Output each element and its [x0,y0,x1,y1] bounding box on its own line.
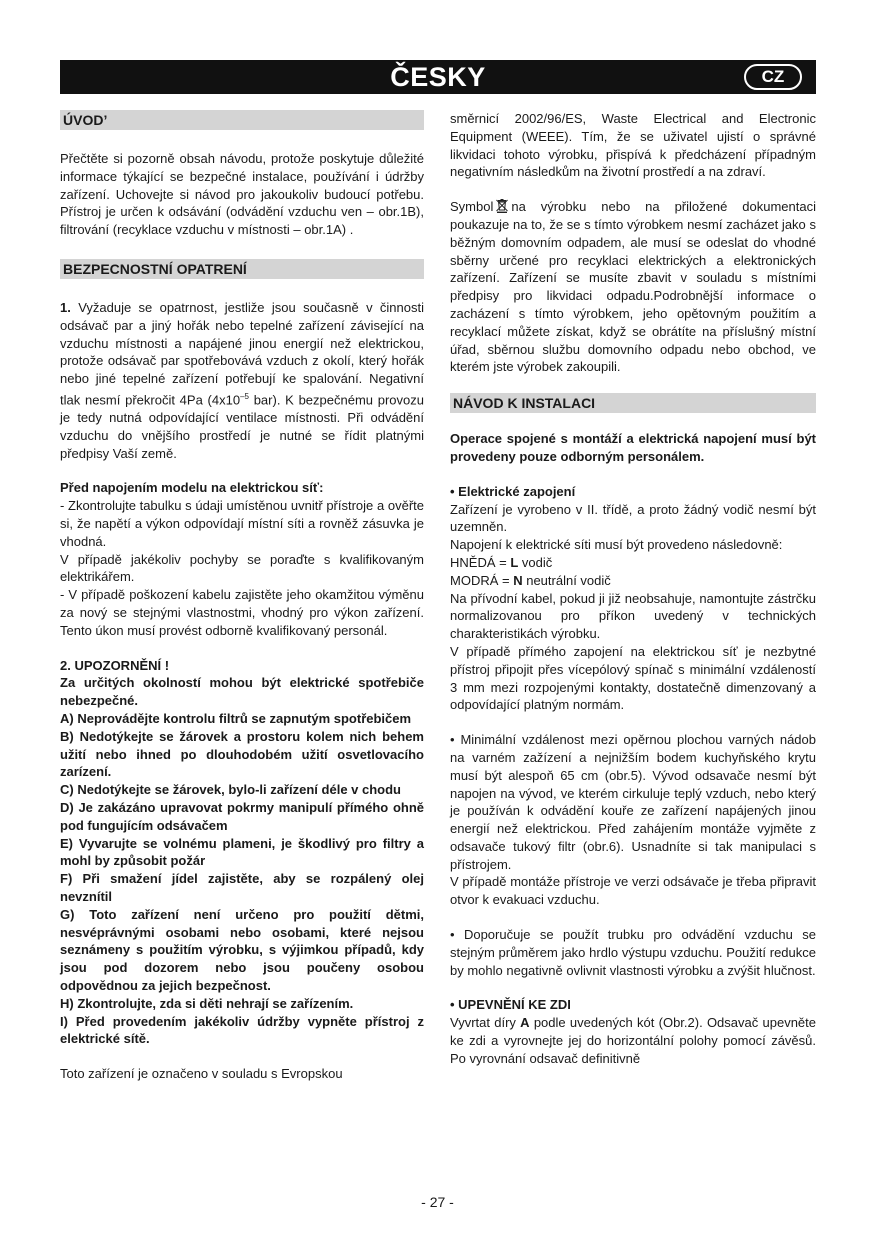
uvod-paragraph: Přečtěte si pozorně obsah návodu, protože poskytuje důležité informace týkající se bezpečné instalace, používání i údržby zařízení. Uchovejte si návod pro jakoukoliv budoucí potřebu. Přístroj je určen k odsávání (odvádění vzduchu ven – obr.1B), filtrování (recyklace vzduchu v místnosti – obr.1A) . [60,151,424,238]
connect-line: - Zkontrolujte tabulku s údaji umístěnou uvnitř přístroje a ověřte si, že napětí a výkon odpovídají místní síti a rovněž zásuvka je vhodná. [60,498,424,549]
wall-letter: A [520,1015,530,1031]
brown-text: vodič [518,554,553,570]
crossed-bin-icon [496,199,508,213]
warning-item: B) Nedotýkejte se žárovek a prostoru kolem nich behem užití nebo ihned po dlouhodobém užití osvetlovacího zarízení. [60,728,424,780]
symbol-text: na výrobku nebo na přiložené dokumentaci poukazuje na to, že se s tímto výrobkem nesmí zacházet jako s běžným domovním odpadem, ale musí se odeslat do vhodné sběrny určené pro recyklaci elektrických a elektronických zařízení. Zařízení se musíte zbavit v souladu s místními předpisy pro likvidaci odpadu.Podrobnější informace o zacházení s tímto výrobkem, jeho opětovným použitím a recyklací můžete získat, když se obrátíte na příslušný místní úřad, sběrnou službu domovního odpadu nebo obchod, ve kterém jste výrobek zakoupili. [450,199,816,375]
connect-line: - V případě poškození kabelu zajistěte jeho okamžitou výměnu za nový se stejnými vlastnostmi, vhodný pro výkon zařízení. Tento úkon musí provést odborně kvalifikovaný personál. [60,587,424,638]
warning-item: C) Nedotýkejte se žárovek, bylo-li zařízení déle v chodu [60,782,401,798]
electrical-line: Napojení k elektrické síti musí být provedeno následovně: [450,537,783,553]
wall-pre: Vyvrtat díry [450,1015,521,1031]
symbol-word: Symbol [450,199,494,215]
safety-text-b: bar). K bezpečnému provozu je tedy nutná odpovídající ventilace místnosti. Při odvádění vzduchu do vnějšího prostředí je nutné se řídit platnými předpisy Vaší země. [60,392,424,461]
electrical-line: Zařízení je vyrobeno v II. třídě, a proto žádný vodič nesmí být uzemněn. [450,501,816,535]
section-heading-uvod: ÚVOD’ [60,110,424,130]
safety-text-a: Vyžaduje se opatrnost, jestliže jsou současně v činnosti odsávač par a jiný hořák nebo tepelné zařízení závisející na vzduchu místnosti a napájené jinou energií než elektrickou, protože odsávač par spotřebovává vzduch z okolí, který hořák nebo jiné tepelné zařízení potřebují ke spalování. Negativní tlak nesmí překročit 4Pa (4x10 [60,299,424,408]
blue-wire-line [450,572,816,590]
weee-paragraph-cont: směrnicí 2002/96/ES, Waste Electrical and Electronic Equipment (WEEE). Tím, že se uživatel ujistí o správné likvidaci tohoto výrobku, přispívá k předcházení případným negativním následkům na životní prostředí a na zdraví. [450,111,816,180]
warning-item: H) Zkontrolujte, zda si děti nehrají se zařízením. [60,995,354,1011]
electrical-line: V případě přímého zapojení na elektrickou síť je nezbytné přístroj připojit přes vícepólový spínač s minimální vzdáleností 3 mm mezi rozpojenými kontakty, dostatečně dimenzovaný a odpovídající platným normám. [450,643,816,713]
safety-exponent: –5 [240,391,249,401]
blue-letter: N [513,572,523,588]
weee-paragraph-start: Toto zařízení je označeno v souladu s Evropskou [60,1066,343,1082]
brown-wire-line [450,554,816,572]
language-banner [60,60,816,94]
warning-item: F) Při smažení jídel zajistěte, aby se rozpálený olej nevznítil [60,871,424,905]
warning-item: E) Vyvarujte se volnému plameni, je škodlivý pro filtry a mohl by způsobit požár [60,835,424,869]
warning-item: Za určitých okolností mohou být elektrické spotřebiče nebezpečné. [60,675,424,709]
warning-item: I) Před provedením jakékoliv údržby vypněte přístroj z elektrické sítě. [60,1013,424,1047]
pipe-paragraph: • Doporučuje se použít trubku pro odvádění vzduchu se stejným průměrem jako hrdlo výstupu vzduchu. Použití redukce by mohlo negativně ovlivnit vlastnosti výrobku a zvýšit hlučnost. [450,927,816,978]
connect-line: V případě jakékoliv pochyby se poraďte s kvalifikovaným elektrikářem. [60,551,424,585]
blue-text: neutrální vodič [522,572,611,588]
section-heading-install: NÁVOD K INSTALACI [450,393,816,413]
install-warning: Operace spojené s montáží a elektrická napojení musí být provedeny pouze odborným personálem. [450,431,816,464]
wall-heading: • UPEVNĚNÍ KE ZDI [450,997,571,1013]
electrical-heading: • Elektrické zapojení [450,483,576,499]
left-column [60,110,424,1083]
country-badge: CZ [744,64,802,90]
connect-heading: Před napojením modelu na elektrickou síť: [60,480,324,496]
blue-label: MODRÁ = [450,572,514,588]
brown-letter: L [510,554,519,570]
banner-title: ČESKY [390,62,486,92]
brown-label: HNĚDÁ = [450,554,511,570]
warning-heading: 2. UPOZORNĚNÍ ! [60,657,170,673]
distance-paragraph: • Minimální vzdálenost mezi opěrnou plochou varných nádob na varném zažízení a nejnižším bodem kuchyňského krytu musí být alespoň 65 cm (obr.5). Vývod odsavače nesmí být napojen na vývod, ve kterém cirkuluje teplý vzduch, nebo který je používán k odvádění kouře ze zařízení napájených jinou energií než elektrickou. Před zahájením montáže vyjměte z odsavače tukový filtr (obr.6). Usnadníte si tak manipulaci s přístrojem. [450,732,816,872]
distance-paragraph-2: V případě montáže přístroje ve verzi odsávače je třeba připravit otvor k evakuaci vzduchu. [450,874,816,908]
warning-item: D) Je zakázáno upravovat pokrmy manipulí přímého ohně pod fungujícím odsávačem [60,800,424,833]
electrical-line: Na přívodní kabel, pokud ji již neobsahuje, namontujte zástrčku normalizovanou pro příkon uvedený v technických charakteristikách výrobku. [450,590,816,642]
warning-item: G) Toto zařízení není určeno pro použití dětmi, nesvéprávnými osobami nebo osobami, které nejsou seznámeny s použitím výrobku, s výjimkou případů, kdy jsou pod dozorem nebo jsou poučeny osobou odpovědnou za jejich bezpečnost. [60,906,424,993]
warning-item: A) Neprovádějte kontrolu filtrů se zapnutým spotřebičem [60,711,412,727]
right-column [450,110,816,1068]
page-number: - 27 - [421,1194,454,1210]
safety-paragraph-1 [60,299,424,463]
section-heading-safety: BEZPECNOSTNÍ OPATRENÍ [60,259,424,279]
symbol-paragraph [450,198,816,376]
safety-number: 1. [60,299,71,315]
wall-text: podle uvedených kót (Obr.2). Odsavač upevněte ke zdi a vyrovnejte jej do horizontální polohy pomocí závěsů. Po vyrovnání odsavač definitivně [450,1015,817,1066]
wall-paragraph [450,1014,816,1067]
